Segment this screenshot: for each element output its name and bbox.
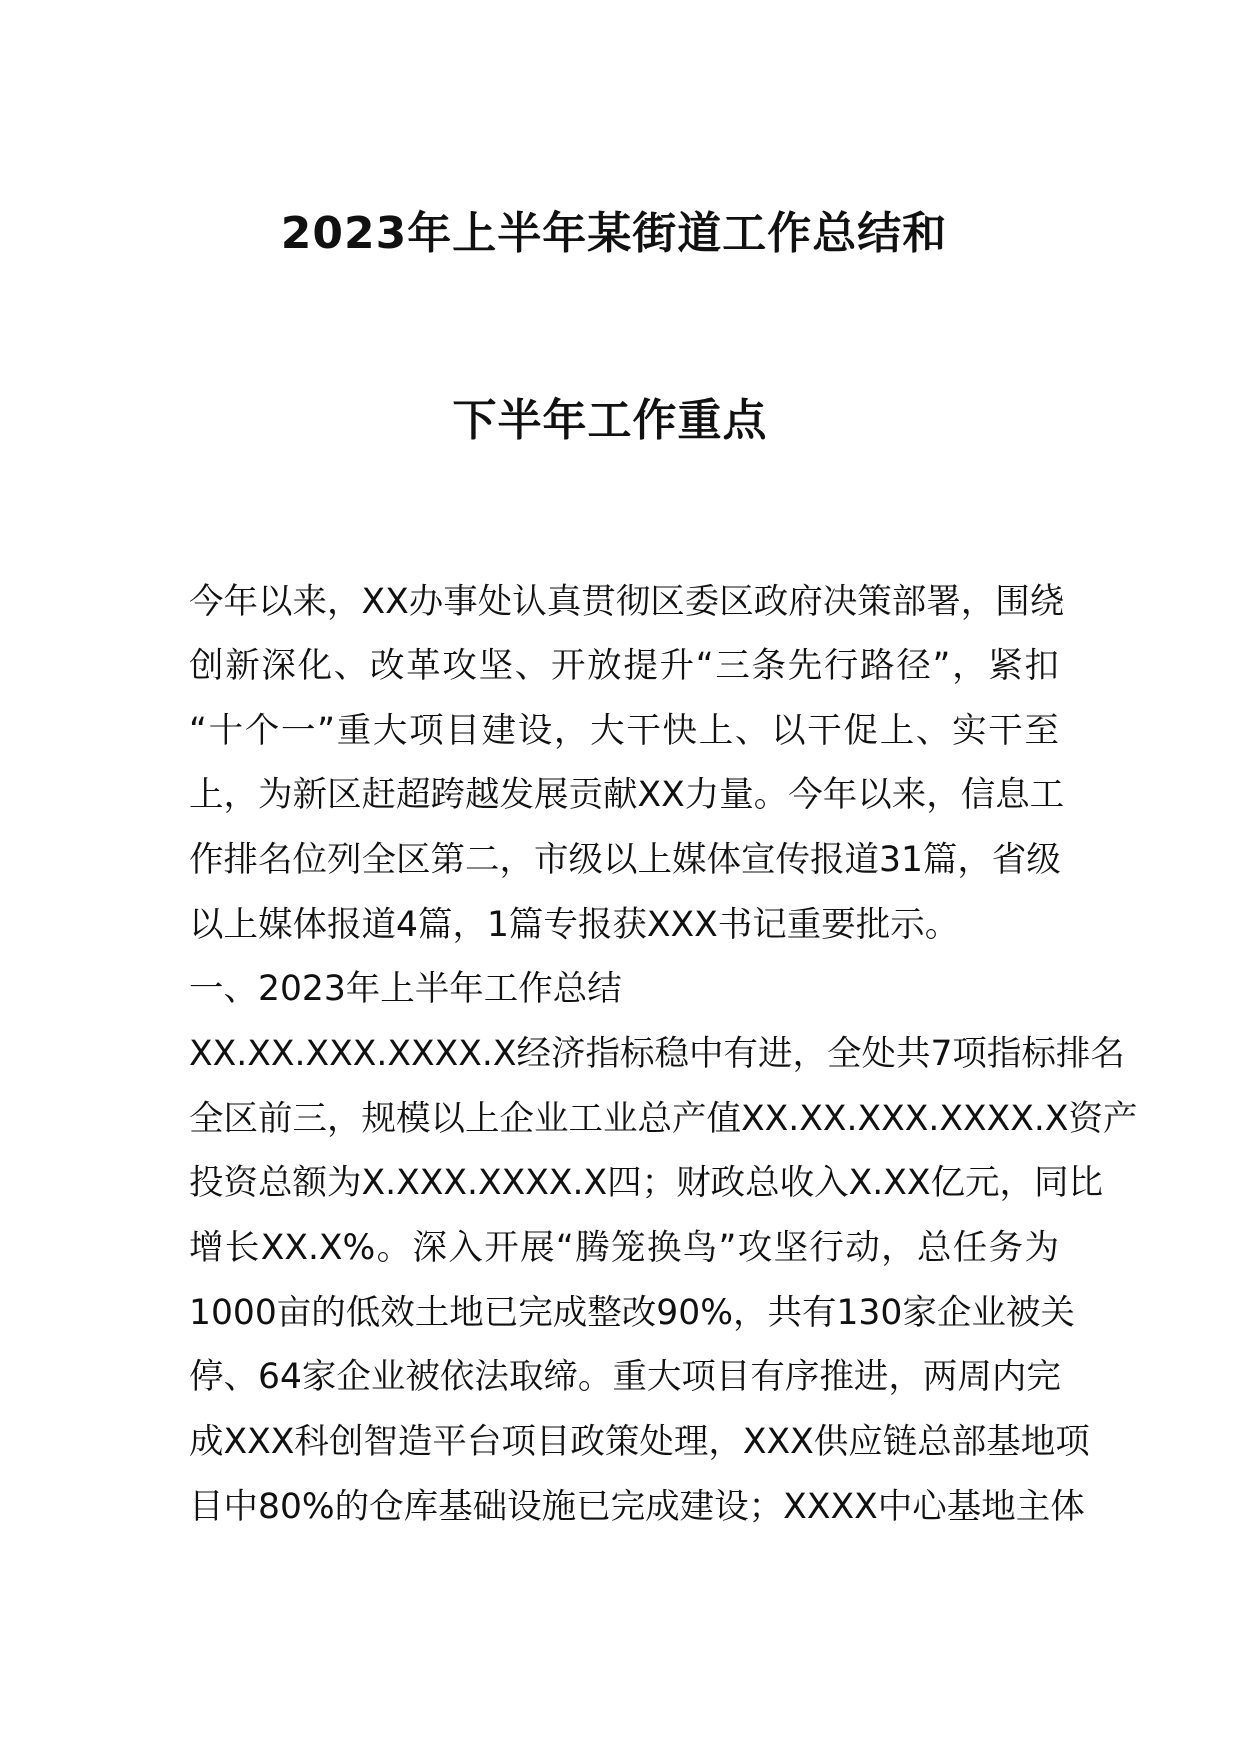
section-line: 投资总额为X.XXX.XXXX.X四；财政总收入X.XX亿元，同比 [189,1163,1103,1203]
document-title-line-1: 2023年上半年某街道工作总结和 [280,208,948,259]
intro-line: 今年以来，XX办事处认真贯彻区委区政府决策部署，围绕 [189,582,1065,622]
document-title-line-2: 下半年工作重点 [452,395,768,446]
intro-line: “十个一”重大项目建设，大干快上、以干促上、实干至 [189,711,1059,751]
section-line: 增长XX.X%。深入开展“腾笼换鸟”攻坚行动，总任务为 [189,1228,1059,1268]
intro-line: 以上媒体报道4篇，1篇专报获XXX书记重要批示。 [189,905,960,945]
section-line: 全区前三，规模以上企业工业总产值XX.XX.XXX.XXXX.X资产 [189,1099,1138,1139]
section-line: 成XXX科创智造平台项目政策处理，XXX供应链总部基地项 [189,1422,1090,1462]
section-line: 1000亩的低效土地已完成整改90%，共有130家企业被关 [189,1293,1075,1333]
section-line: 停、64家企业被依法取缔。重大项目有序推进，两周内完 [189,1357,1061,1397]
section-heading: 一、2023年上半年工作总结 [189,969,622,1009]
intro-line: 作排名位列全区第二，市级以上媒体宣传报道31篇，省级 [189,840,1061,880]
section-line: 目中80%的仓库基础设施已完成建设；XXXX中心基地主体 [189,1487,1085,1527]
intro-line: 上，为新区赶超跨越发展贡献XX力量。今年以来，信息工 [189,775,1065,815]
section-line: XX.XX.XXX.XXXX.X经济指标稳中有进，全处共7项指标排名 [189,1034,1125,1074]
intro-line: 创新深化、改革攻坚、开放提升“三条先行路径”，紧扣 [189,646,1059,686]
